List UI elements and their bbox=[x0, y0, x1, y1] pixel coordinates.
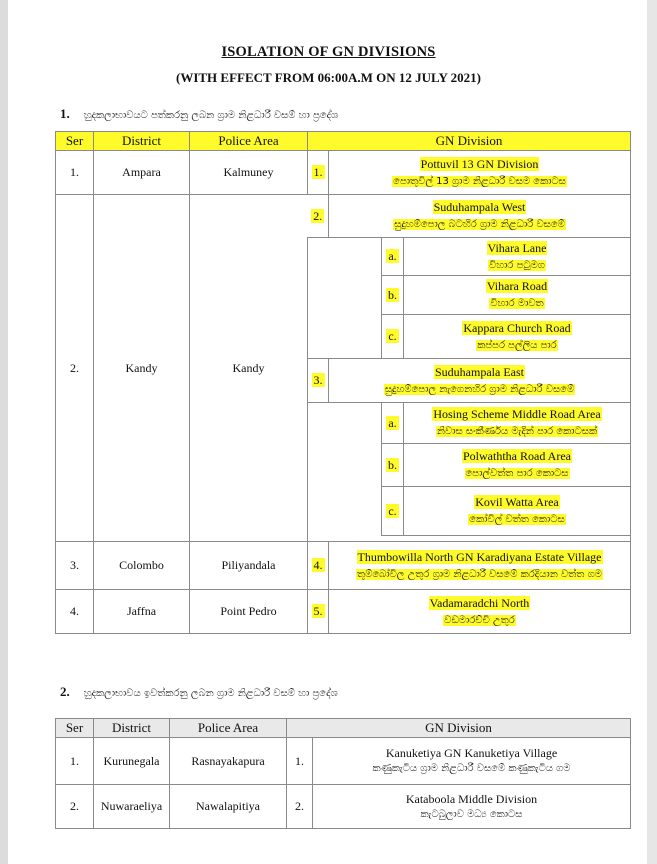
cell-ser: 3. bbox=[56, 542, 94, 590]
cell-mark: 2. bbox=[308, 195, 329, 238]
cell-district: Kandy bbox=[94, 195, 190, 542]
header-gn-division: GN Division bbox=[308, 132, 631, 151]
header-district: District bbox=[94, 719, 170, 738]
page-shadow-left bbox=[0, 0, 8, 864]
cell-sub-mark: b. bbox=[382, 444, 404, 487]
isolation-table bbox=[55, 131, 631, 634]
cell-police-area: Nawalapitiya bbox=[170, 785, 287, 829]
cell-police-area: Rasnayakapura bbox=[170, 738, 287, 785]
cell-mark: 3. bbox=[308, 359, 329, 403]
cell-district: Colombo bbox=[94, 542, 190, 590]
cell-sub-gn: Vihara Lane විහාර පටුමග bbox=[404, 238, 631, 276]
cell-sub-mark: c. bbox=[382, 487, 404, 536]
cell-sub-gn: Kovil Watta Area කෝවිල් වත්ත කොටස bbox=[404, 487, 631, 536]
cell-gn-division: Thumbowilla North GN Karadiyana Estate Village තුම්බෝවිල උතුර ග්‍රාම නිළධාරී වසමේ කරදියාන වත්ත ගම bbox=[329, 542, 631, 590]
table-row bbox=[56, 151, 631, 195]
cell-mark: 4. bbox=[308, 542, 329, 590]
header-police-area: Police Area bbox=[170, 719, 287, 738]
section-number: 2. bbox=[60, 684, 70, 699]
table-row bbox=[56, 195, 631, 238]
table-row bbox=[56, 590, 631, 634]
cell-sub-mark: c. bbox=[382, 315, 404, 359]
section-heading-text: හුදකලාභාවය ඉවත්කරනු ලබන ග්‍රාම නිළධාරී වසම් හා ප්‍රදේශ bbox=[83, 688, 338, 699]
cell-district: Kurunegala bbox=[94, 738, 170, 785]
cell-district: Ampara bbox=[94, 151, 190, 195]
cell-gn-division: Kataboola Middle Division කැටබුලාව මධ්‍ය කොටස bbox=[313, 785, 631, 829]
cell-ser: 2. bbox=[56, 195, 94, 542]
cell-police-area: Kandy bbox=[190, 195, 308, 542]
cell-mark: 5. bbox=[308, 590, 329, 634]
section-heading-text: හුදකලාභාවයට පත්කරනු ලබන ග්‍රාම නිළධාරී වසම් හා ප්‍රදේශ bbox=[83, 110, 339, 121]
cell-district: Jaffna bbox=[94, 590, 190, 634]
table-header-row bbox=[56, 719, 631, 738]
cell-sub-gn: Vihara Road විහාර මාවත bbox=[404, 276, 631, 315]
header-police-area: Police Area bbox=[190, 132, 308, 151]
cell-gn-division: Suduhampala East සුදුහම්පොල නැගෙනහිර ග්‍රාම නිළධාරී වසමේ bbox=[329, 359, 631, 403]
cell-sub-mark: a. bbox=[382, 238, 404, 276]
cell-district: Nuwaraeliya bbox=[94, 785, 170, 829]
header-district: District bbox=[94, 132, 190, 151]
cell-mark: 1. bbox=[308, 151, 329, 195]
cell-gn-division: Vadamaradchi North වඩමාරච්චි උතුර bbox=[329, 590, 631, 634]
header-ser: Ser bbox=[56, 132, 94, 151]
section-1-heading bbox=[60, 106, 338, 122]
table-header-row bbox=[56, 132, 631, 151]
table-row bbox=[56, 785, 631, 829]
page-shadow-right bbox=[647, 0, 657, 864]
cell-ser: 1. bbox=[56, 738, 94, 785]
cell-ser: 2. bbox=[56, 785, 94, 829]
cell-mark: 2. bbox=[287, 785, 313, 829]
cell-gn-division: Kanuketiya GN Kanuketiya Village කණුකැටිය ග්‍රාම නිළධාරී වසමේ කණුකැටිය ගම bbox=[313, 738, 631, 785]
cell-blank bbox=[308, 403, 382, 536]
header-ser: Ser bbox=[56, 719, 94, 738]
document-subtitle: (WITH EFFECT FROM 06:00A.M ON 12 JULY 2021) bbox=[175, 70, 482, 85]
section-number: 1. bbox=[60, 106, 70, 121]
cell-sub-gn: Kappara Church Road කප්පර පල්ලිය පාර bbox=[404, 315, 631, 359]
cell-sub-mark: b. bbox=[382, 276, 404, 315]
cell-mark: 1. bbox=[287, 738, 313, 785]
cell-ser: 1. bbox=[56, 151, 94, 195]
cell-sub-gn: Polwaththa Road Area පොල්වත්ත පාර කොටස bbox=[404, 444, 631, 487]
cell-police-area: Point Pedro bbox=[190, 590, 308, 634]
header-gn-division: GN Division bbox=[287, 719, 631, 738]
table-row bbox=[56, 738, 631, 785]
document-title: ISOLATION OF GN DIVISIONS bbox=[221, 44, 436, 60]
cell-ser: 4. bbox=[56, 590, 94, 634]
cell-gn-division: Pottuvil 13 GN Division පොතුවිල් 13 ග්‍රාම නිළධාරී වසම කොටස bbox=[329, 151, 631, 195]
cell-sub-mark: a. bbox=[382, 403, 404, 444]
cell-sub-gn: Hosing Scheme Middle Road Area නිවාස සංකීර්ණය මැදින් පාර කොටසක් bbox=[404, 403, 631, 444]
removal-table bbox=[55, 718, 631, 829]
cell-blank bbox=[308, 238, 382, 359]
cell-police-area: Kalmuney bbox=[190, 151, 308, 195]
cell-gn-division: Suduhampala West සුදුහම්පොල බටහිර ග්‍රාම නිළධාරී වසමේ bbox=[329, 195, 631, 238]
table-row bbox=[56, 542, 631, 590]
cell-police-area: Piliyandala bbox=[190, 542, 308, 590]
section-2-heading bbox=[60, 684, 338, 700]
